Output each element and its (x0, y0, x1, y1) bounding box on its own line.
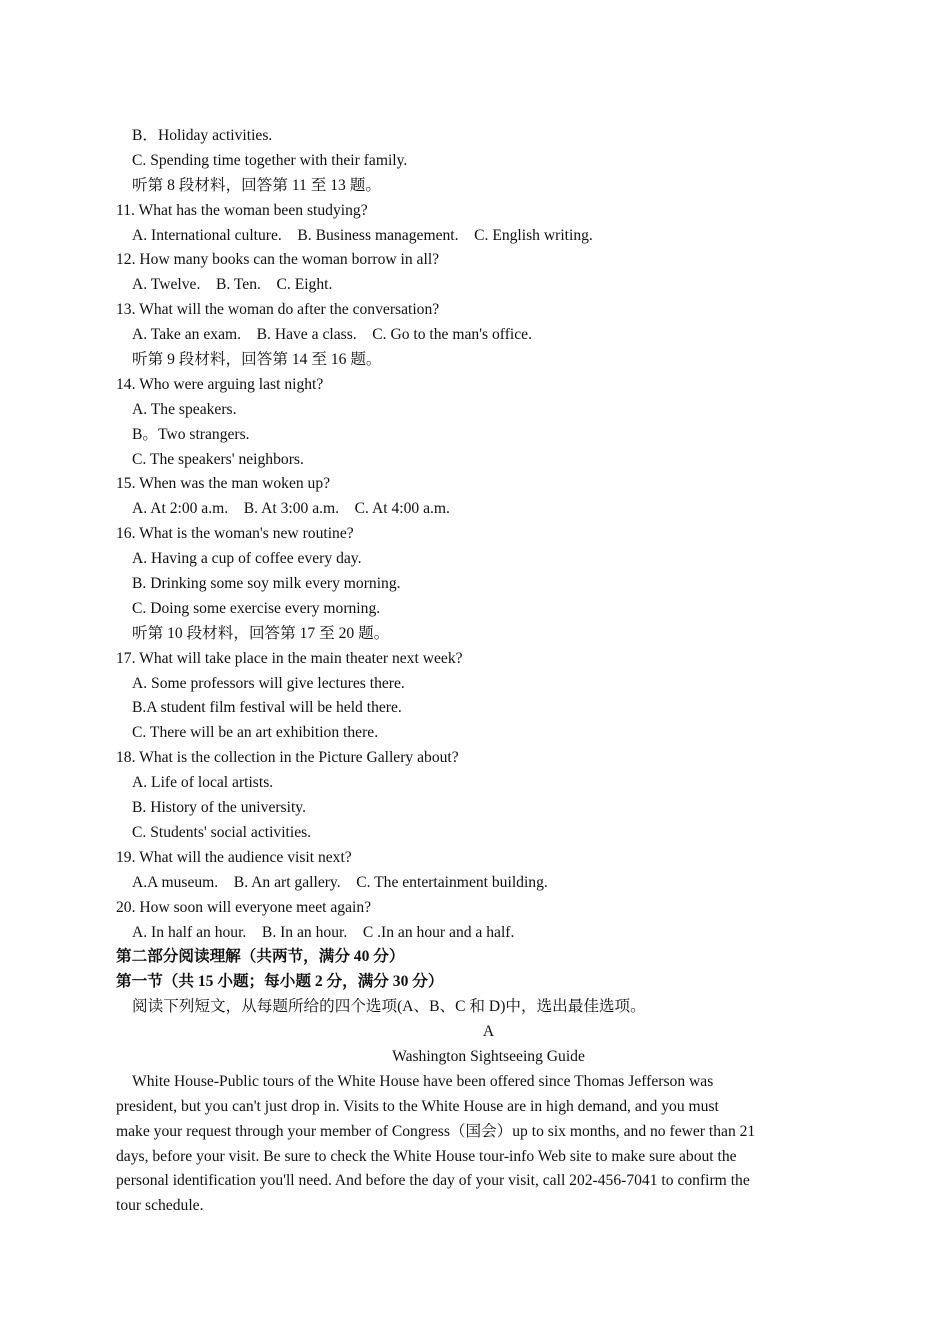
question: 20. How soon will everyone meet again? (116, 898, 372, 916)
answer-options: A. In half an hour. B. In an hour. C .In an hour and a half. (132, 923, 515, 941)
answer-option: A. Having a cup of coffee every day. (132, 550, 362, 568)
answer-option: B。Two strangers. (132, 425, 250, 443)
answer-options: A. Take an exam. B. Have a class. C. Go to the man's office. (132, 326, 532, 344)
line-1: C. Spending time together with their family. (132, 151, 408, 169)
answer-option: A. The speakers. (132, 400, 237, 418)
answer-option: C. Doing some exercise every morning. (132, 599, 381, 617)
part-heading: 第二部分阅读理解（共两节，满分 40 分） (116, 948, 405, 966)
answer-option: C. Students' social activities. (132, 823, 312, 841)
question: 11. What has the woman been studying? (116, 201, 368, 219)
answer-options: A. International culture. B. Business management. C. English writing. (132, 226, 593, 244)
question: 17. What will take place in the main theater next week? (116, 649, 463, 667)
section-instruction: 听第 9 段材料，回答第 14 至 16 题。 (132, 351, 382, 369)
section-heading: 第一节（共 15 小题；每小题 2 分，满分 30 分） (116, 973, 444, 991)
exam-document (116, 124, 776, 1219)
answer-option: B. Drinking some soy milk every morning. (132, 575, 401, 593)
question: 13. What will the woman do after the conversation? (116, 301, 440, 319)
question: 15. When was the man woken up? (116, 475, 331, 493)
answer-option: A. Some professors will give lectures there. (132, 674, 405, 692)
question: 14. Who were arguing last night? (116, 375, 324, 393)
question: 18. What is the collection in the Picture Gallery about? (116, 749, 459, 767)
passage-title: Washington Sightseeing Guide (392, 1047, 585, 1065)
question: 19. What will the audience visit next? (116, 848, 352, 866)
question: 12. How many books can the woman borrow in all? (116, 251, 440, 269)
passage-paragraph: White House-Public tours of the White House have been offered since Thomas Jefferson was president, but you can't just drop in. Visits to the White House are in high demand, and you must make your request through your member of Congress（国会）up to six months, and no fewer than 21 days, before your visit. Be sure to check the White House tour-info Web site to make sure about the personal identification you'll need. And before the day of your visit, call 202-456-7041 to confirm the tour schedule. (116, 1072, 756, 1215)
question: 16. What is the woman's new routine? (116, 525, 354, 543)
answer-options: A.A museum. B. An art gallery. C. The entertainment building. (132, 873, 548, 891)
answer-option: B. History of the university. (132, 799, 306, 817)
answer-options: A. Twelve. B. Ten. C. Eight. (132, 276, 333, 294)
answer-option: C. There will be an art exhibition there. (132, 724, 379, 742)
line-0: B．Holiday activities. (132, 127, 273, 144)
answer-options: A. At 2:00 a.m. B. At 3:00 a.m. C. At 4:00 a.m. (132, 500, 450, 518)
section-instruction: 听第 8 段材料，回答第 11 至 13 题。 (132, 176, 381, 194)
answer-option: C. The speakers' neighbors. (132, 450, 304, 468)
answer-option: B.A student film festival will be held there. (132, 699, 402, 717)
answer-option: A. Life of local artists. (132, 774, 274, 792)
passage-label: A (482, 1023, 495, 1041)
reading-instruction: 阅读下列短文，从每题所给的四个选项(A、B、C 和 D)中，选出最佳选项。 (132, 998, 646, 1016)
section-instruction: 听第 10 段材料，回答第 17 至 20 题。 (132, 624, 390, 642)
